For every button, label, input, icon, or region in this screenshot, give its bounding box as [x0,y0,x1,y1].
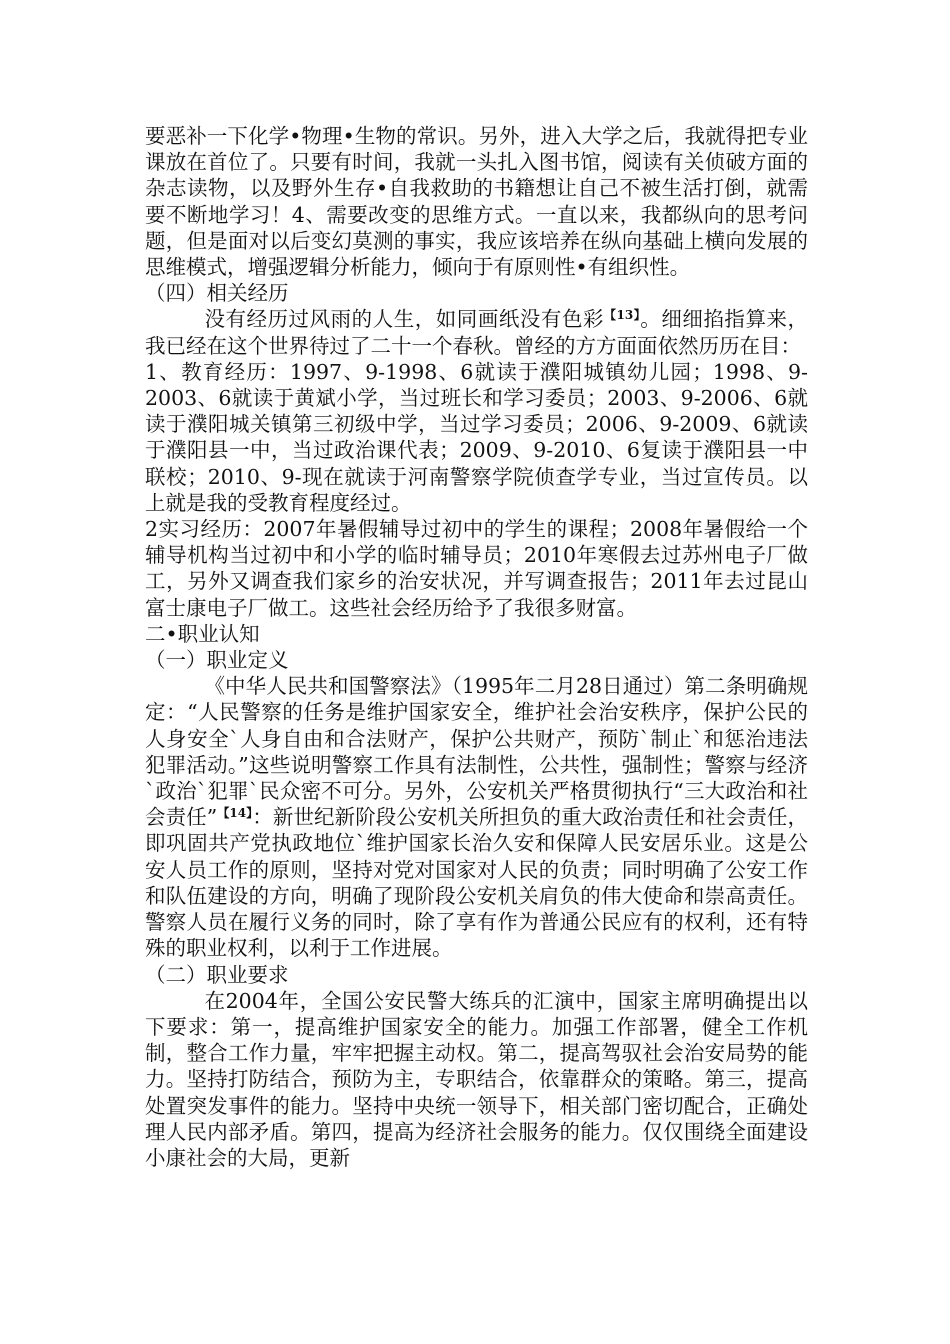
paragraph-experience [145,306,808,358]
citation-14: 【14】 [217,806,253,821]
section-heading-requirements: （二）职业要求 [145,962,289,987]
paragraph-thinking: 要恶补一下化学•物理•生物的常识。另外，进入大学之后，我就得把专业课放在首位了。只要有时间，我就一头扎入图书馆，阅读有关侦破方面的杂志读物，以及野外生存•自我救助的书籍想让自己不被生活打倒，就需要不断地学习！4、需要改变的思维方式。一直以来，我都纵向的思考问题，但是面对以后变幻莫测的事实，我应该培养在纵向基础上横向发展的思维模式，增强逻辑分析能力，倾向于有原则性•有组织性。 [145,124,808,280]
paragraph-education: 1、教育经历：1997、9-1998、6就读于濮阳城镇幼儿园；1998、9-2003、6就读于黄斌小学，当过班长和学习委员；2003、9-2006、6就读于濮阳城关镇第三初级中学，当过学习委员；2006、9-2009、6就读于濮阳县一中，当过政治课代表；2009、9-2010、6复读于濮阳县一中联校；2010、9-现在就读于河南警察学院侦查学专业，当过宣传员。以上就是我的受教育程度经过。 [145,359,808,515]
section-heading-definition: （一）职业定义 [145,648,289,673]
definition-text-b: ：新世纪新阶段公安机关所担负的重大政治责任和社会责任，即巩固共产党执政地位`维护国家长治久安和保障人民安居乐业。这是公安人员工作的原则，坚持对党对国家对人民的负责；同时明确了公安工作和队伍建设的方向，明确了现阶段公安机关肩负的伟大使命和崇高责任。警察人员在履行义务的同时，除了享有作为普通公民应有的权利，还有特殊的职业权利，以利于工作进展。 [145,805,809,961]
citation-13: 【13】 [604,308,641,323]
experience-text-a: 没有经历过风雨的人生，如同画纸没有色彩 [204,307,604,332]
section-heading-experience: （四）相关经历 [145,281,289,306]
experience-text-b: 。细细掐指算来，我已经在这个世界待过了二十一个春秋。曾经的方方面面依然历历在目： [145,307,809,358]
document-body [145,123,808,1171]
paragraph-definition [145,673,808,961]
paragraph-requirements: 在2004年，全国公安民警大练兵的汇演中，国家主席明确提出以下要求：第一，提高维护国家安全的能力。加强工作部署，健全工作机制，整合工作力量，牢牢把握主动权。第二，提高驾驭社会治安局势的能力。坚持打防结合，预防为主，专职结合，依靠群众的策略。第三，提高处置突发事件的能力。坚持中央统一领导下，相关部门密切配合，正确处理人民内部矛盾。第四，提高为经济社会服务的能力。仅仅围绕全面建设小康社会的大局，更新 [145,988,808,1170]
paragraph-internship: 2实习经历：2007年暑假辅导过初中的学生的课程；2008年暑假给一个辅导机构当过初中和小学的临时辅导员；2010年寒假去过苏州电子厂做工，另外又调查我们家乡的治安状况，并写调查报告；2011年去过昆山富士康电子厂做工。这些社会经历给予了我很多财富。 [145,517,808,620]
chapter-heading-cognition: 二•职业认知 [145,621,260,646]
definition-text-a: 《中华人民共和国警察法》（1995年二月28日通过）第二条明确规定：“人民警察的任务是维护国家安全，维护社会治安秩序，保护公民的人身安全`人身自由和合法财产，保护公共财产，预防`制止`和惩治违法犯罪活动。”这些说明警察工作具有法制性，公共性，强制性；警察与经济`政治`犯罪`民众密不可分。另外，公安机关严格贯彻执行“三大政治和社会责任” [145,674,808,830]
